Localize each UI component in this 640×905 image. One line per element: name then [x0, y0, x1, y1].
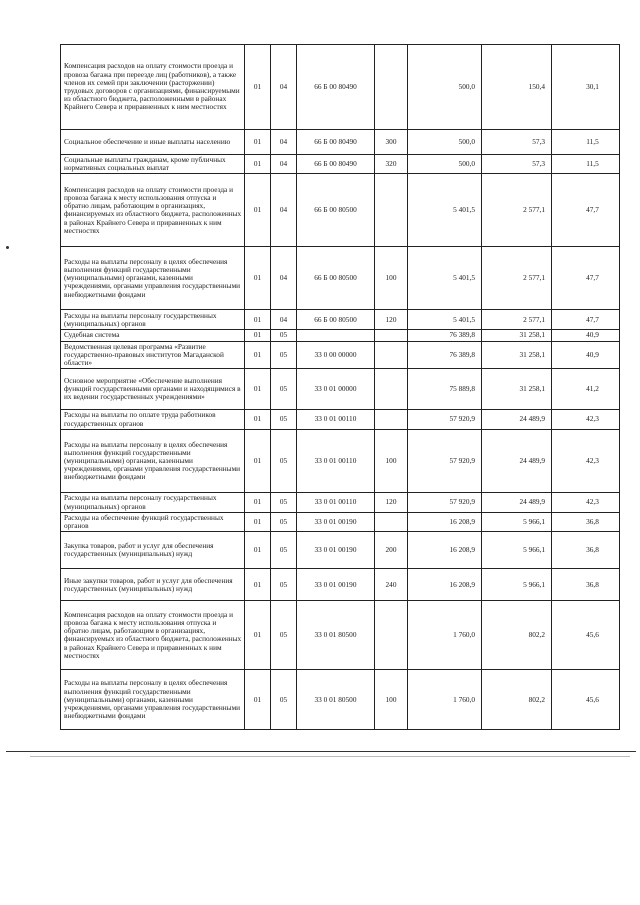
cell-percent: 36,8 — [552, 513, 620, 532]
cell-expense-type: 320 — [375, 155, 408, 174]
cell-planned: 76 389,8 — [408, 341, 482, 369]
cell-executed: 2 577,1 — [482, 310, 552, 330]
cell-section: 01 — [245, 247, 271, 310]
cell-planned: 5 401,5 — [408, 247, 482, 310]
cell-executed: 24 489,9 — [482, 430, 552, 493]
cell-subsection: 04 — [271, 174, 297, 247]
cell-percent: 42,3 — [552, 430, 620, 493]
cell-target-article: 33 0 01 00000 — [297, 369, 375, 410]
table-row — [61, 330, 620, 341]
cell-percent: 47,7 — [552, 174, 620, 247]
table-row — [61, 45, 620, 130]
cell-target-article: 66 Б 00 80500 — [297, 174, 375, 247]
bottom-rule — [6, 751, 636, 752]
cell-subsection: 04 — [271, 45, 297, 130]
cell-percent: 47,7 — [552, 310, 620, 330]
cell-name: Расходы на выплаты персоналу в целях обеспечения выполнения функций государственными (муниципальными) органами, казенными учреждениями, органами управления государственными внебюджетными фондами — [61, 247, 245, 310]
cell-section: 01 — [245, 155, 271, 174]
cell-subsection: 05 — [271, 341, 297, 369]
cell-name: Социальное обеспечение и иные выплаты населению — [61, 130, 245, 155]
cell-planned: 16 208,9 — [408, 513, 482, 532]
table-row — [61, 493, 620, 513]
cell-expense-type — [375, 369, 408, 410]
cell-subsection: 05 — [271, 430, 297, 493]
cell-percent: 30,1 — [552, 45, 620, 130]
cell-subsection: 05 — [271, 601, 297, 670]
cell-executed: 802,2 — [482, 670, 552, 730]
cell-section: 01 — [245, 330, 271, 341]
cell-target-article: 33 0 01 00110 — [297, 493, 375, 513]
table-row — [61, 601, 620, 670]
cell-expense-type — [375, 341, 408, 369]
table-row — [61, 670, 620, 730]
cell-planned: 5 401,5 — [408, 174, 482, 247]
cell-section: 01 — [245, 513, 271, 532]
cell-section: 01 — [245, 341, 271, 369]
cell-target-article: 33 0 00 00000 — [297, 341, 375, 369]
table-body — [61, 45, 620, 730]
cell-expense-type — [375, 174, 408, 247]
table-row — [61, 569, 620, 601]
cell-expense-type: 120 — [375, 493, 408, 513]
cell-section: 01 — [245, 569, 271, 601]
cell-percent: 42,3 — [552, 410, 620, 430]
cell-expense-type — [375, 45, 408, 130]
cell-planned: 1 760,0 — [408, 601, 482, 670]
cell-percent: 40,9 — [552, 341, 620, 369]
cell-name: Иные закупки товаров, работ и услуг для обеспечения государственных (муниципальных) нужд — [61, 569, 245, 601]
cell-target-article — [297, 330, 375, 341]
cell-name: Компенсация расходов на оплату стоимости проезда и провоза багажа к месту использования отпуска и обратно лицам, работающим в организациях, финансируемых из областного бюджета, расположенных в районах Крайнего Севера и приравненных к ним местностях — [61, 601, 245, 670]
cell-name: Расходы на выплаты персоналу государственных (муниципальных) органов — [61, 310, 245, 330]
cell-target-article: 33 0 01 00110 — [297, 430, 375, 493]
table-row — [61, 130, 620, 155]
cell-name: Ведомственная целевая программа «Развитие государственно-правовых институтов Магаданской области» — [61, 341, 245, 369]
cell-planned: 57 920,9 — [408, 493, 482, 513]
table-row — [61, 174, 620, 247]
cell-percent: 45,6 — [552, 670, 620, 730]
cell-target-article: 66 Б 00 80490 — [297, 45, 375, 130]
cell-expense-type: 100 — [375, 430, 408, 493]
cell-executed: 57,3 — [482, 130, 552, 155]
cell-subsection: 05 — [271, 569, 297, 601]
cell-executed: 5 966,1 — [482, 569, 552, 601]
cell-percent: 47,7 — [552, 247, 620, 310]
cell-executed: 31 258,1 — [482, 369, 552, 410]
cell-section: 01 — [245, 493, 271, 513]
cell-planned: 16 208,9 — [408, 569, 482, 601]
scan-speck — [6, 246, 9, 249]
cell-expense-type — [375, 330, 408, 341]
cell-planned: 500,0 — [408, 45, 482, 130]
cell-planned: 1 760,0 — [408, 670, 482, 730]
cell-executed: 150,4 — [482, 45, 552, 130]
cell-subsection: 05 — [271, 532, 297, 569]
cell-target-article: 33 0 01 80500 — [297, 670, 375, 730]
cell-planned: 5 401,5 — [408, 310, 482, 330]
cell-section: 01 — [245, 45, 271, 130]
cell-subsection: 04 — [271, 310, 297, 330]
cell-expense-type: 240 — [375, 569, 408, 601]
cell-executed: 24 489,9 — [482, 493, 552, 513]
cell-planned: 500,0 — [408, 130, 482, 155]
cell-section: 01 — [245, 410, 271, 430]
cell-expense-type: 120 — [375, 310, 408, 330]
cell-name: Судебная система — [61, 330, 245, 341]
cell-target-article: 33 0 01 00190 — [297, 513, 375, 532]
cell-name: Основное мероприятие «Обеспечение выполнения функций государственными органами и находящимися в их ведении государственных учреждениями» — [61, 369, 245, 410]
cell-executed: 2 577,1 — [482, 174, 552, 247]
cell-percent: 11,5 — [552, 155, 620, 174]
table-row — [61, 247, 620, 310]
cell-name: Компенсация расходов на оплату стоимости проезда и провоза багажа к месту использования отпуска и обратно лицам, работающим в организациях, финансируемых из областного бюджета, расположенных в районах Крайнего Севера и приравненных к ним местностях — [61, 174, 245, 247]
cell-planned: 500,0 — [408, 155, 482, 174]
cell-subsection: 05 — [271, 410, 297, 430]
cell-planned: 75 889,8 — [408, 369, 482, 410]
cell-expense-type — [375, 513, 408, 532]
cell-subsection: 04 — [271, 155, 297, 174]
cell-percent: 42,3 — [552, 493, 620, 513]
cell-name: Расходы на выплаты персоналу в целях обеспечения выполнения функций государственными (муниципальными) органами, казенными учреждениями, органами управления государственными внебюджетными фондами — [61, 670, 245, 730]
cell-percent: 40,9 — [552, 330, 620, 341]
table-row — [61, 341, 620, 369]
cell-planned: 57 920,9 — [408, 430, 482, 493]
cell-percent: 41,2 — [552, 369, 620, 410]
cell-percent: 36,8 — [552, 532, 620, 569]
cell-target-article: 66 Б 00 80500 — [297, 247, 375, 310]
cell-subsection: 05 — [271, 670, 297, 730]
cell-executed: 5 966,1 — [482, 532, 552, 569]
cell-section: 01 — [245, 310, 271, 330]
table-row — [61, 430, 620, 493]
cell-planned: 16 208,9 — [408, 532, 482, 569]
cell-section: 01 — [245, 601, 271, 670]
cell-section: 01 — [245, 130, 271, 155]
cell-target-article: 33 0 01 80500 — [297, 601, 375, 670]
cell-percent: 45,6 — [552, 601, 620, 670]
cell-section: 01 — [245, 369, 271, 410]
cell-target-article: 33 0 01 00190 — [297, 532, 375, 569]
cell-target-article: 66 Б 00 80490 — [297, 130, 375, 155]
cell-subsection: 04 — [271, 247, 297, 310]
cell-executed: 31 258,1 — [482, 330, 552, 341]
cell-executed: 5 966,1 — [482, 513, 552, 532]
cell-subsection: 05 — [271, 330, 297, 341]
cell-expense-type: 200 — [375, 532, 408, 569]
cell-name: Расходы на обеспечение функций государственных органов — [61, 513, 245, 532]
table-row — [61, 513, 620, 532]
cell-section: 01 — [245, 670, 271, 730]
cell-executed: 57,3 — [482, 155, 552, 174]
cell-name: Компенсация расходов на оплату стоимости проезда и провоза багажа при переезде лиц (работников), а также членов их семей при заключении (расторжении) трудовых договоров с организациями, финансируемыми из областного бюджета, расположенными в районах Крайнего Севера и приравненных к ним местностях — [61, 45, 245, 130]
cell-executed: 24 489,9 — [482, 410, 552, 430]
bottom-rule-secondary — [30, 756, 630, 757]
cell-executed: 802,2 — [482, 601, 552, 670]
cell-subsection: 05 — [271, 513, 297, 532]
cell-planned: 57 920,9 — [408, 410, 482, 430]
cell-section: 01 — [245, 532, 271, 569]
budget-table — [60, 44, 620, 730]
cell-expense-type: 100 — [375, 247, 408, 310]
table-row — [61, 155, 620, 174]
cell-target-article: 33 0 01 00110 — [297, 410, 375, 430]
cell-percent: 11,5 — [552, 130, 620, 155]
cell-name: Закупка товаров, работ и услуг для обеспечения государственных (муниципальных) нужд — [61, 532, 245, 569]
cell-percent: 36,8 — [552, 569, 620, 601]
cell-subsection: 05 — [271, 369, 297, 410]
cell-subsection: 04 — [271, 130, 297, 155]
cell-subsection: 05 — [271, 493, 297, 513]
cell-executed: 2 577,1 — [482, 247, 552, 310]
cell-name: Расходы на выплаты персоналу государственных (муниципальных) органов — [61, 493, 245, 513]
table-row — [61, 310, 620, 330]
cell-section: 01 — [245, 430, 271, 493]
cell-target-article: 33 0 01 00190 — [297, 569, 375, 601]
cell-expense-type: 100 — [375, 670, 408, 730]
table-row — [61, 532, 620, 569]
cell-target-article: 66 Б 00 80490 — [297, 155, 375, 174]
cell-name: Социальные выплаты гражданам, кроме публичных нормативных социальных выплат — [61, 155, 245, 174]
cell-name: Расходы на выплаты персоналу в целях обеспечения выполнения функций государственными (муниципальными) органами, казенными учреждениями, органами управления государственными внебюджетными фондами — [61, 430, 245, 493]
cell-expense-type: 300 — [375, 130, 408, 155]
cell-section: 01 — [245, 174, 271, 247]
cell-target-article: 66 Б 00 80500 — [297, 310, 375, 330]
table-row — [61, 410, 620, 430]
cell-planned: 76 389,8 — [408, 330, 482, 341]
table-row — [61, 369, 620, 410]
cell-name: Расходы на выплаты по оплате труда работников государственных органов — [61, 410, 245, 430]
cell-expense-type — [375, 410, 408, 430]
cell-expense-type — [375, 601, 408, 670]
cell-executed: 31 258,1 — [482, 341, 552, 369]
